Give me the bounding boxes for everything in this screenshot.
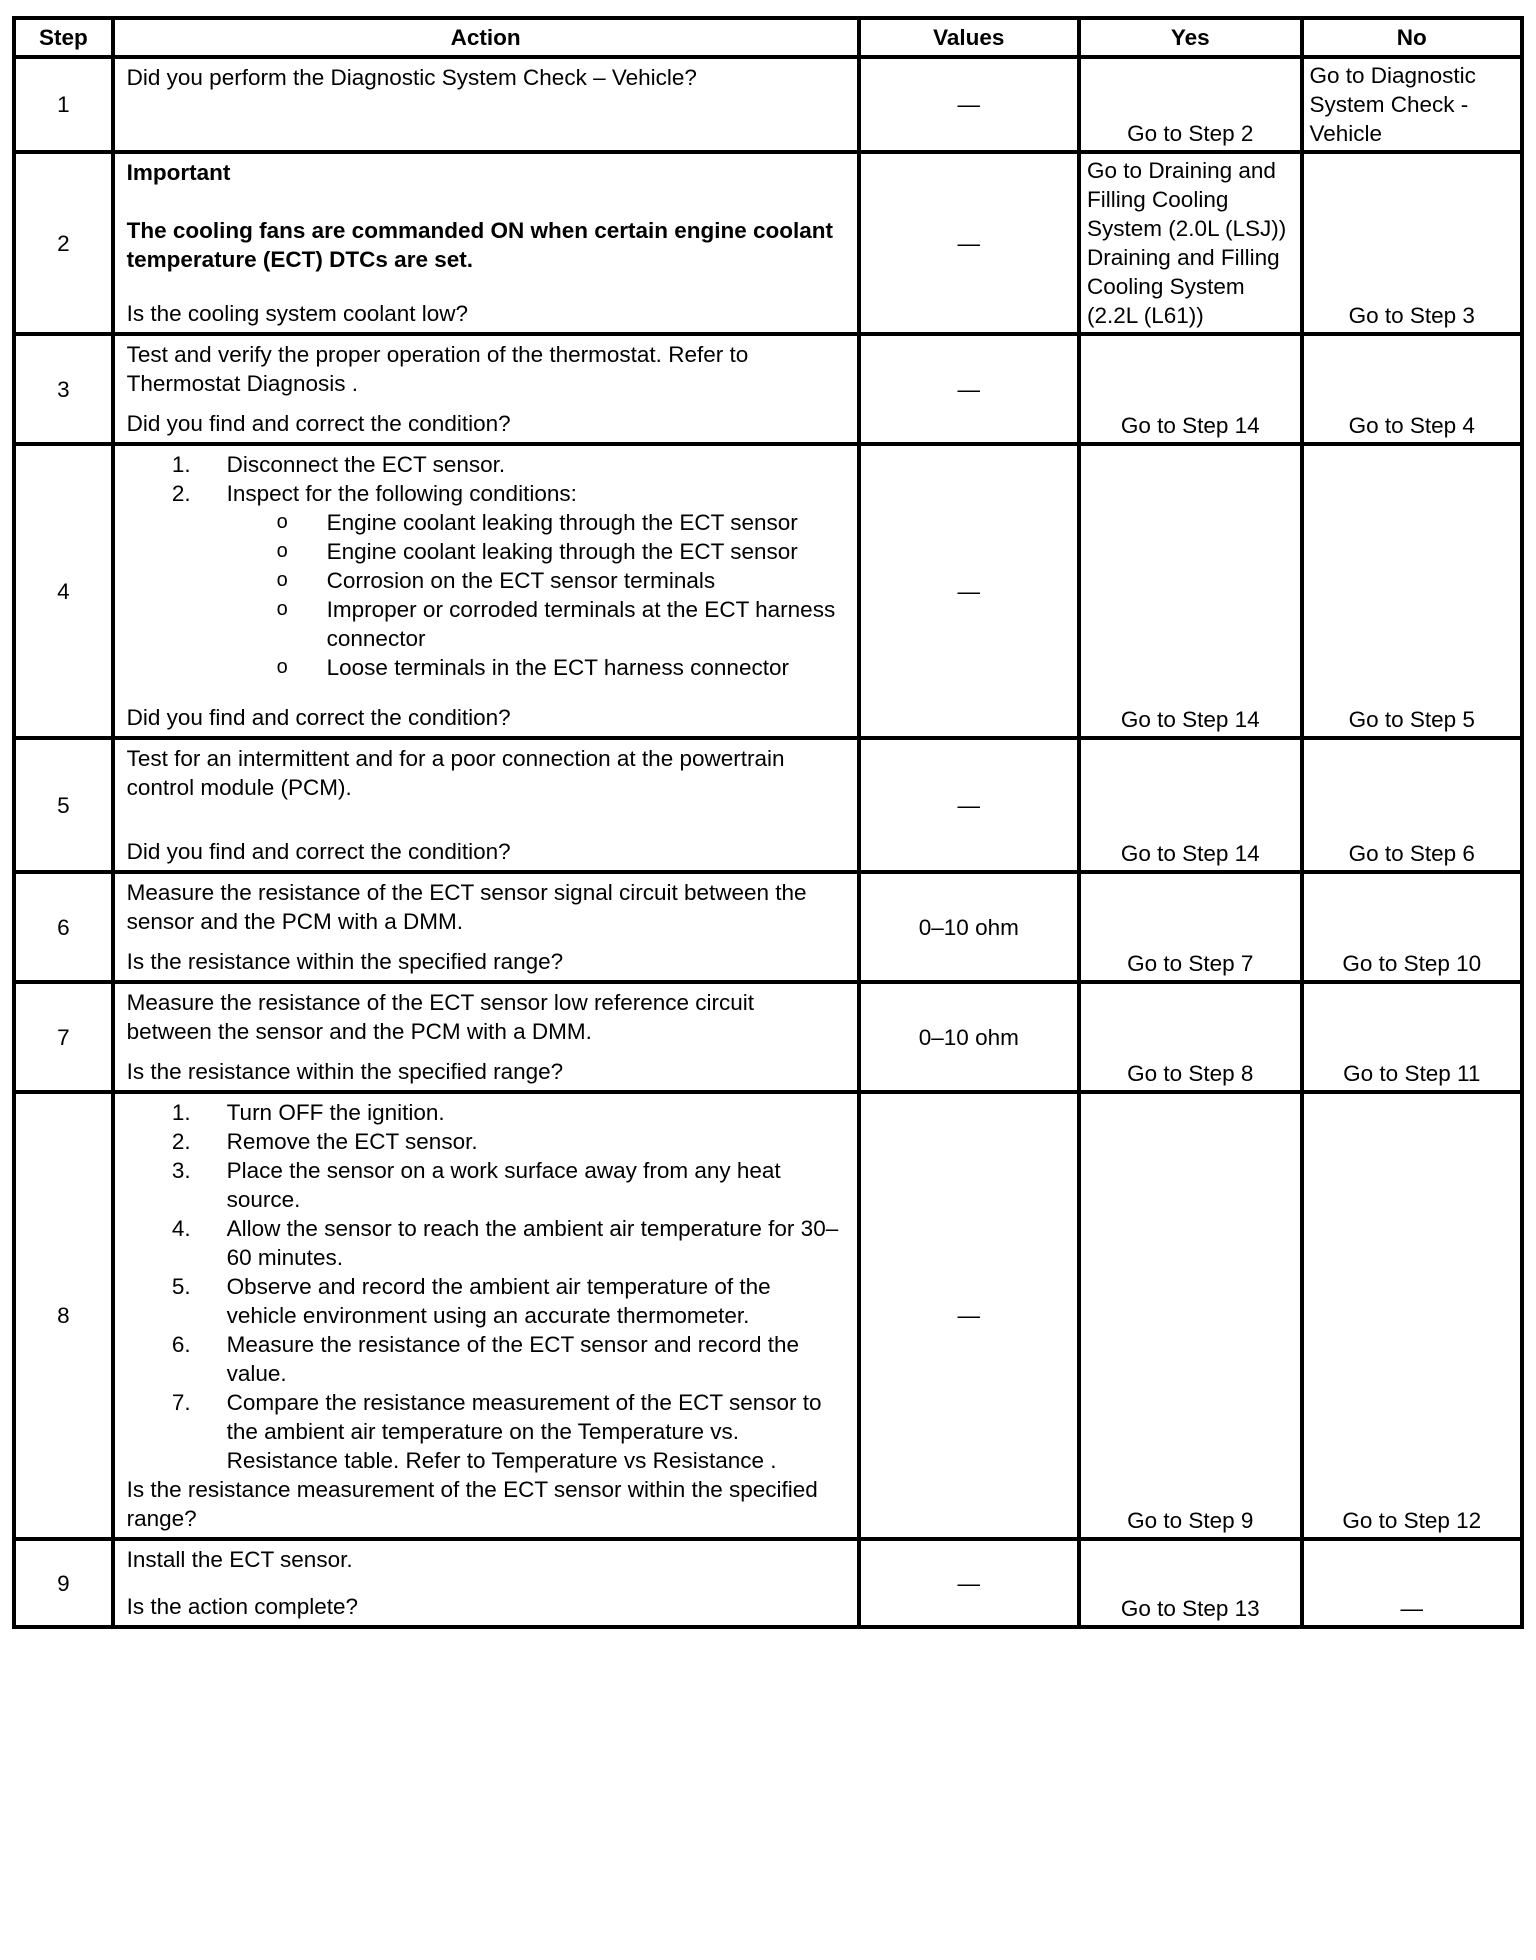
values-cell: — [859, 1539, 1079, 1627]
important-note: The cooling fans are commanded ON when certain engine coolant temperature (ECT) DTCs are set. [126, 218, 834, 272]
action-cell [113, 57, 859, 152]
bullet-icon: o [276, 569, 288, 591]
list-item: 3. Place the sensor on a work surface away from any heat source. [171, 1158, 781, 1212]
values-cell: 0–10 ohm [859, 872, 1079, 982]
list-item: 2. Inspect for the following conditions: [171, 481, 577, 506]
no-cell: Go to Diagnostic System Check - Vehicle [1302, 57, 1523, 152]
table-row [14, 444, 1522, 738]
step-number: 9 [14, 1539, 113, 1627]
no-cell: Go to Step 6 [1302, 738, 1523, 872]
header-no: No [1302, 18, 1523, 57]
action-question: Did you find and correct the condition? [126, 705, 511, 730]
no-cell: Go to Step 5 [1302, 444, 1523, 738]
step-number: 5 [14, 738, 113, 872]
table-row [14, 57, 1522, 152]
action-text: Measure the resistance of the ECT sensor signal circuit between the sensor and the PCM with a DMM. [126, 880, 807, 934]
values-cell: — [859, 444, 1079, 738]
values-cell: — [859, 1092, 1079, 1539]
step-number: 2 [14, 152, 113, 334]
condition-list [127, 508, 845, 682]
action-question: Is the resistance within the specified range? [126, 949, 564, 974]
yes-cell: Go to Step 14 [1079, 444, 1301, 738]
action-question: Is the resistance within the specified range? [126, 1059, 564, 1084]
list-item: o Engine coolant leaking through the ECT sensor [276, 510, 798, 535]
action-cell [113, 982, 859, 1092]
important-label: Important [126, 160, 231, 185]
list-item: 6. Measure the resistance of the ECT sensor and record the value. [171, 1332, 800, 1386]
diagnostic-table [12, 16, 1524, 1629]
procedure-list [127, 450, 845, 508]
list-item: o Corrosion on the ECT sensor terminals [276, 568, 716, 593]
values-cell: 0–10 ohm [859, 982, 1079, 1092]
action-question: Is the resistance measurement of the ECT sensor within the specified range? [126, 1477, 818, 1531]
list-item: 5. Observe and record the ambient air temperature of the vehicle environment using an accurate thermometer. [171, 1274, 771, 1328]
list-item: o Improper or corroded terminals at the ECT harness connector [276, 597, 836, 651]
action-cell [113, 334, 859, 444]
action-text: Install the ECT sensor. [126, 1547, 353, 1572]
action-cell [113, 444, 859, 738]
no-cell: Go to Step 4 [1302, 334, 1523, 444]
procedure-list [127, 1098, 845, 1475]
step-number: 7 [14, 982, 113, 1092]
values-cell: — [859, 334, 1079, 444]
table-row [14, 872, 1522, 982]
bullet-icon: o [276, 656, 288, 678]
table-row [14, 1092, 1522, 1539]
action-question: Is the action complete? [126, 1594, 359, 1619]
bullet-icon: o [276, 540, 288, 562]
step-number: 8 [14, 1092, 113, 1539]
yes-cell: Go to Step 2 [1079, 57, 1301, 152]
step-number: 4 [14, 444, 113, 738]
values-cell: — [859, 152, 1079, 334]
action-text: Measure the resistance of the ECT sensor low reference circuit between the sensor and the PCM with a DMM. [126, 990, 755, 1044]
step-number: 1 [14, 57, 113, 152]
yes-cell: Go to Draining and Filling Cooling System (2.0L (LSJ)) Draining and Filling Cooling System (2.2L (L61)) [1079, 152, 1301, 334]
list-item: 2. Remove the ECT sensor. [171, 1129, 478, 1154]
table-row [14, 334, 1522, 444]
list-item: o Engine coolant leaking through the ECT sensor [276, 539, 798, 564]
header-values: Values [859, 18, 1079, 57]
list-item: 1. Disconnect the ECT sensor. [171, 452, 506, 477]
action-cell [113, 152, 859, 334]
no-cell: Go to Step 10 [1302, 872, 1523, 982]
action-cell [113, 1539, 859, 1627]
list-item: 1. Turn OFF the ignition. [171, 1100, 445, 1125]
action-text: Test for an intermittent and for a poor connection at the powertrain control module (PCM). [126, 746, 785, 800]
action-cell [113, 738, 859, 872]
yes-cell: Go to Step 14 [1079, 334, 1301, 444]
action-cell [113, 872, 859, 982]
table-row [14, 152, 1522, 334]
list-item: o Loose terminals in the ECT harness connector [276, 655, 789, 680]
header-row [14, 18, 1522, 57]
table-row [14, 1539, 1522, 1627]
step-number: 3 [14, 334, 113, 444]
no-cell: — [1302, 1539, 1523, 1627]
no-cell: Go to Step 12 [1302, 1092, 1523, 1539]
header-step: Step [14, 18, 113, 57]
yes-cell: Go to Step 9 [1079, 1092, 1301, 1539]
yes-cell: Go to Step 14 [1079, 738, 1301, 872]
action-question: Is the cooling system coolant low? [126, 301, 469, 326]
action-cell [113, 1092, 859, 1539]
list-item: 7. Compare the resistance measurement of the ECT sensor to the ambient air temperature on the Temperature vs. Resistance table. Refer to Temperature vs Resistance . [171, 1390, 822, 1473]
table-row [14, 738, 1522, 872]
header-action: Action [113, 18, 859, 57]
no-cell: Go to Step 11 [1302, 982, 1523, 1092]
values-cell: — [859, 738, 1079, 872]
header-yes: Yes [1079, 18, 1301, 57]
step-number: 6 [14, 872, 113, 982]
yes-cell: Go to Step 8 [1079, 982, 1301, 1092]
yes-cell: Go to Step 13 [1079, 1539, 1301, 1627]
action-text: Test and verify the proper operation of the thermostat. Refer to Thermostat Diagnosis . [126, 342, 749, 396]
table-row [14, 982, 1522, 1092]
bullet-icon: o [276, 511, 288, 533]
values-cell: — [859, 57, 1079, 152]
list-item: 4. Allow the sensor to reach the ambient air temperature for 30–60 minutes. [171, 1216, 839, 1270]
yes-cell: Go to Step 7 [1079, 872, 1301, 982]
action-question: Did you find and correct the condition? [126, 411, 511, 436]
bullet-icon: o [276, 598, 288, 620]
no-cell: Go to Step 3 [1302, 152, 1523, 334]
action-text: Did you perform the Diagnostic System Check – Vehicle? [126, 65, 697, 90]
action-question: Did you find and correct the condition? [126, 839, 511, 864]
